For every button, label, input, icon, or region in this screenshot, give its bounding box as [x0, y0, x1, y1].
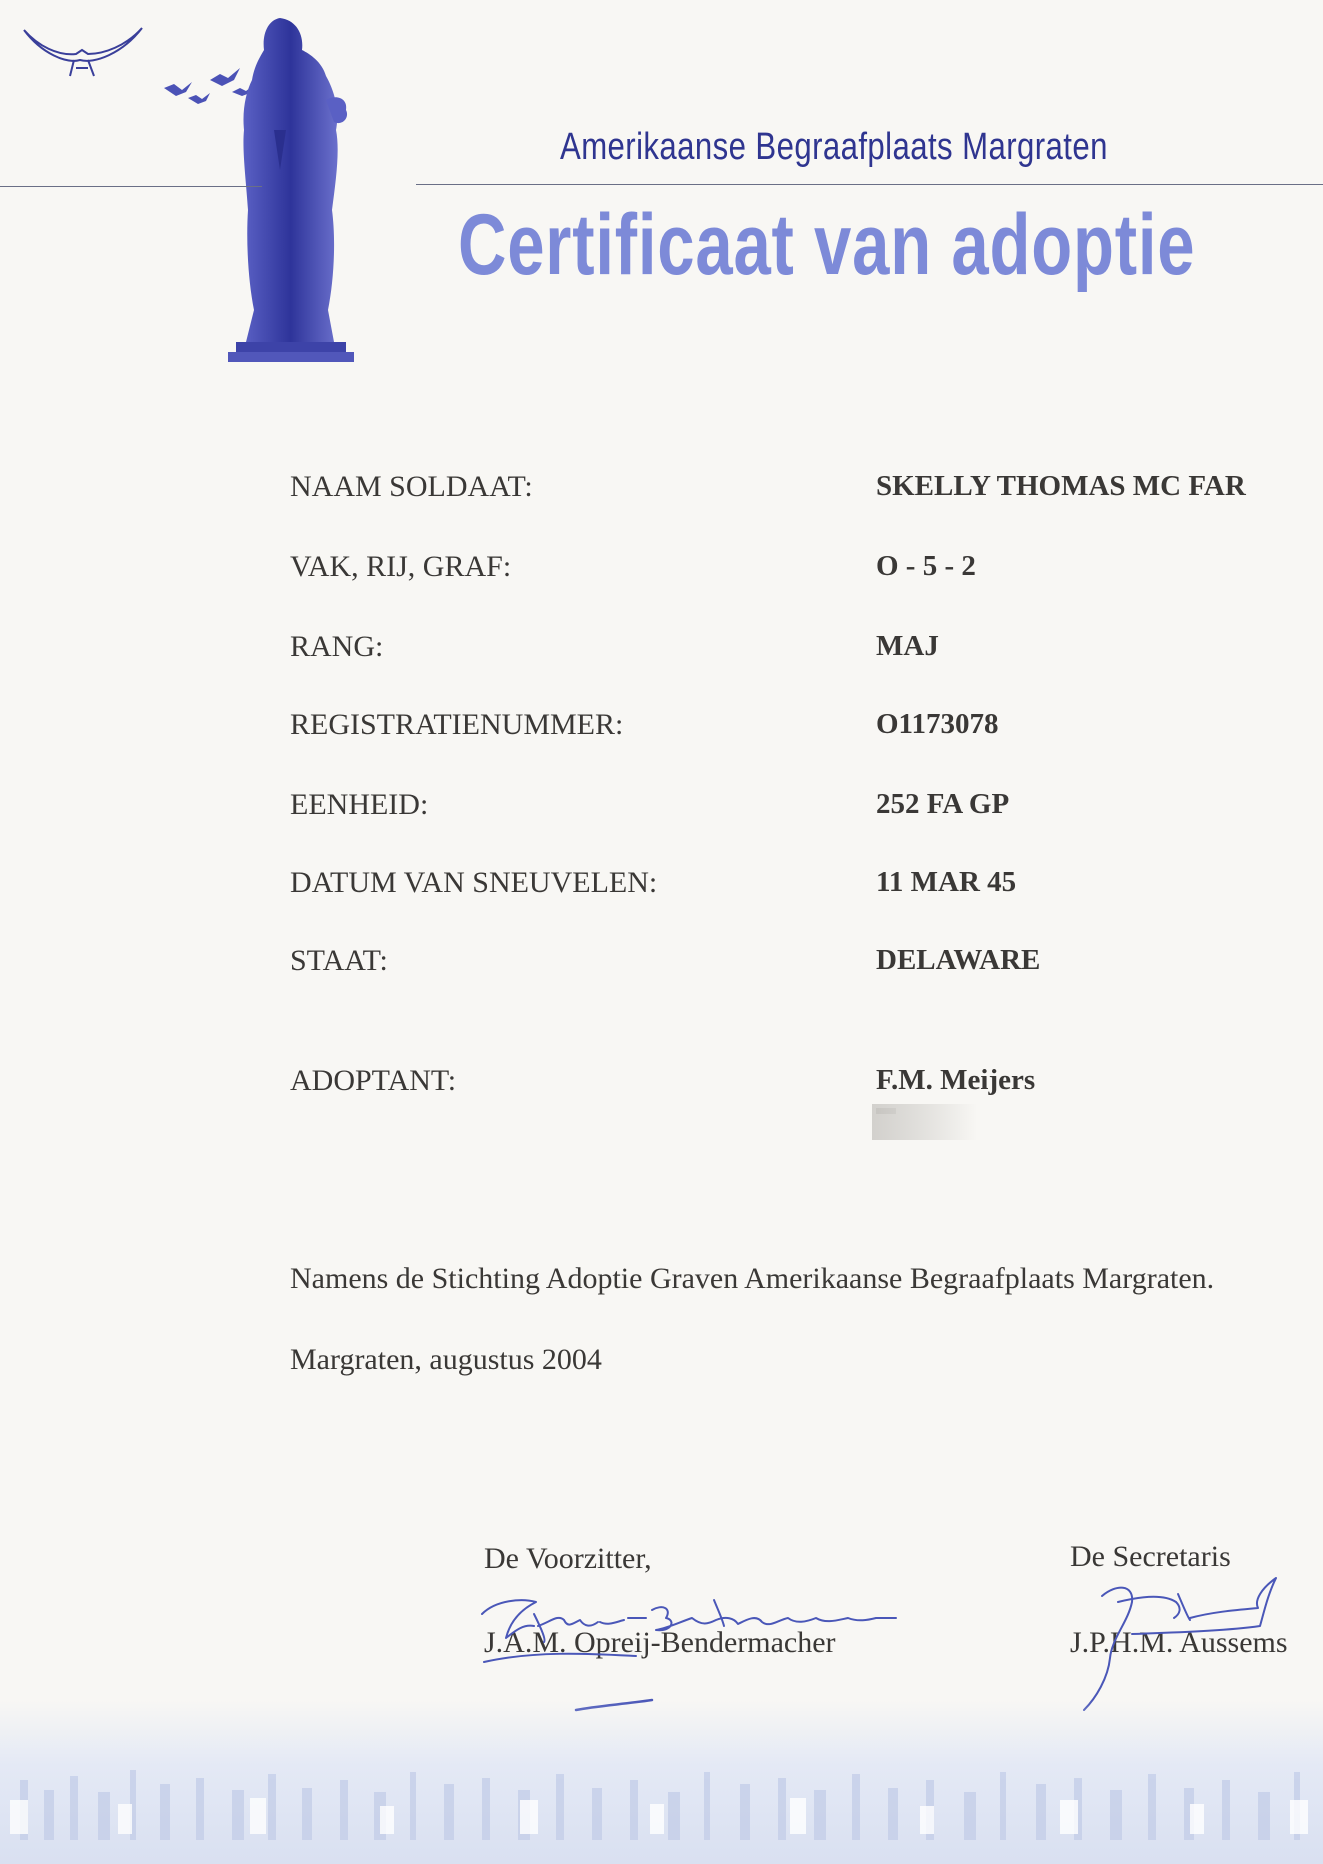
chair-title: De Voorzitter, [484, 1542, 652, 1575]
field-value-naam-soldaat: SKELLY THOMAS MC FAR [876, 470, 1246, 502]
field-label-vak-rij-graf: VAK, RIJ, GRAF: [290, 550, 512, 583]
chair-signature [476, 1570, 966, 1720]
field-value-vak-rij-graf: O - 5 - 2 [876, 550, 976, 582]
certificate-title: Certificaat van adoptie [458, 197, 1196, 293]
header-rule-left [0, 186, 262, 187]
header-rule-right [416, 184, 1323, 185]
field-label-adoptant: ADOPTANT: [290, 1064, 457, 1097]
cemetery-graves-illustration [0, 1700, 1323, 1864]
secretary-title: De Secretaris [1070, 1540, 1231, 1573]
field-label-registratienummer: REGISTRATIENUMMER: [290, 708, 624, 741]
secretary-signature [1072, 1560, 1292, 1720]
organization-name: Amerikaanse Begraafplaats Margraten [560, 126, 1108, 168]
field-label-eenheid: EENHEID: [290, 788, 429, 821]
place-and-date: Margraten, augustus 2004 [290, 1343, 602, 1376]
field-value-adoptant: F.M. Meijers [876, 1064, 1036, 1096]
statement-text: Namens de Stichting Adoptie Graven Amerikaanse Begraafplaats Margraten. [290, 1262, 1215, 1295]
field-value-staat: DELAWARE [876, 944, 1041, 976]
field-label-datum-van-sneuvelen: DATUM VAN SNEUVELEN: [290, 866, 658, 899]
field-value-eenheid: 252 FA GP [876, 788, 1010, 820]
field-value-datum-van-sneuvelen: 11 MAR 45 [876, 866, 1017, 898]
secretary-name: J.P.H.M. Aussems [1070, 1626, 1288, 1659]
statue-illustration [150, 10, 410, 365]
field-label-naam-soldaat: NAAM SOLDAAT: [290, 470, 533, 503]
field-label-rang: RANG: [290, 630, 384, 663]
chair-name: J.A.M. Opreij-Bendermacher [484, 1626, 836, 1659]
field-label-staat: STAAT: [290, 944, 388, 977]
dove-emblem-icon [22, 24, 144, 82]
field-value-rang: MAJ [876, 630, 939, 662]
redaction-blur [872, 1100, 1172, 1140]
field-value-registratienummer: O1173078 [876, 708, 999, 740]
